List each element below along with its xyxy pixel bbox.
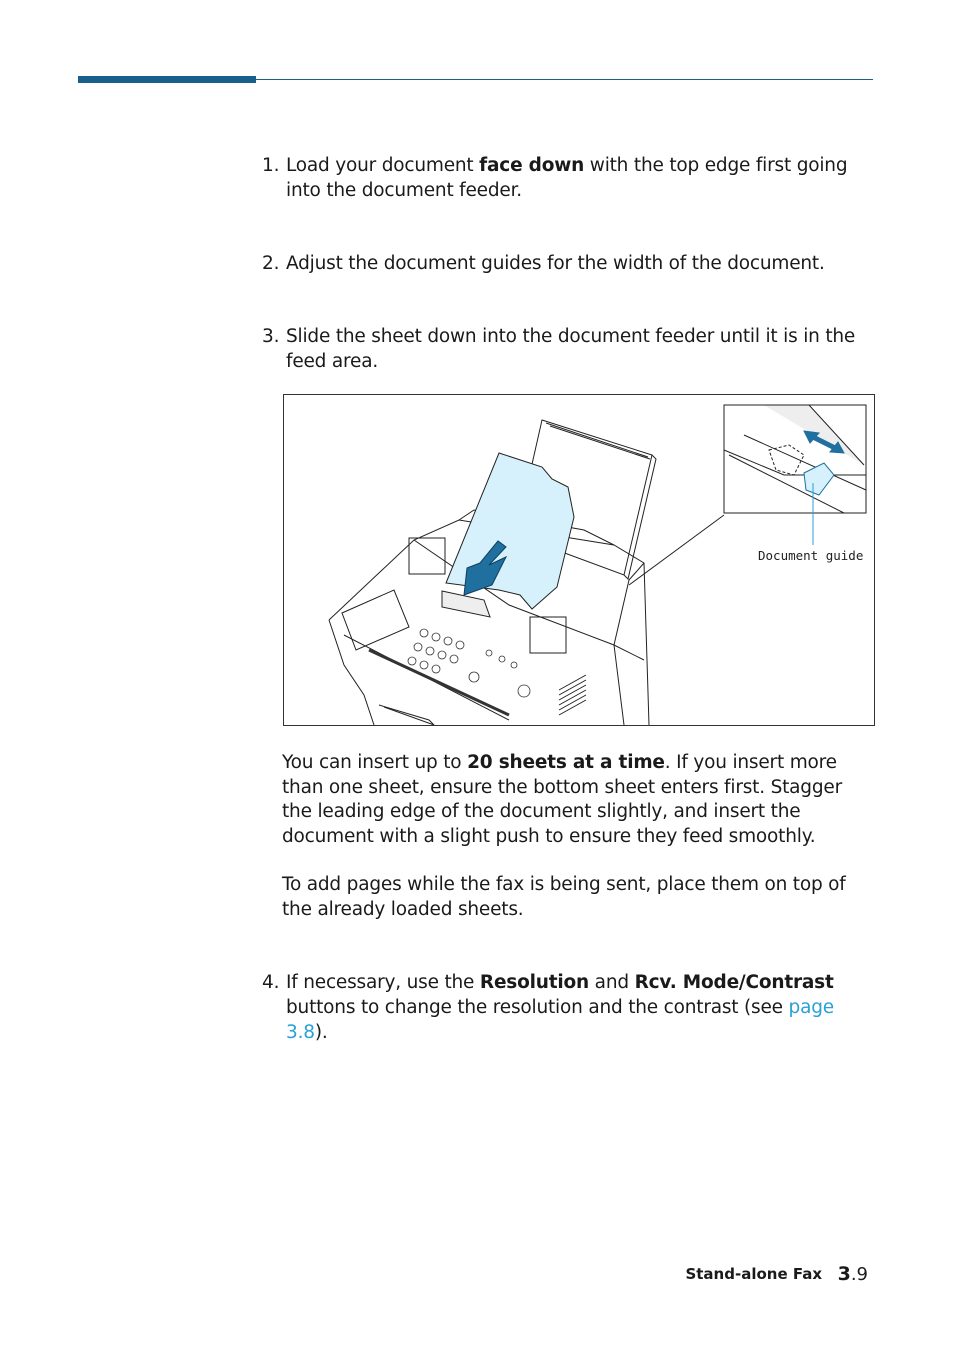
step-3: 3. Slide the sheet down into the document feeder until it is in the feed area. xyxy=(262,326,856,372)
document-guide-callout: Document guide xyxy=(758,548,864,563)
header-rule-thick xyxy=(78,76,256,83)
emphasis: 20 sheets at a time xyxy=(467,752,665,773)
step-number: 2. xyxy=(262,253,280,274)
header-rule-thin xyxy=(256,79,873,80)
button-name-rcv-mode-contrast: Rcv. Mode/Contrast xyxy=(634,972,834,993)
step-1: 1. Load your document face down with the top edge first going into the document feeder. xyxy=(262,155,848,201)
button-name-resolution: Resolution xyxy=(479,972,589,993)
page-reference-link[interactable]: page 3.8 xyxy=(286,997,834,1043)
step-4: 4. If necessary, use the Resolution and Rcv. Mode/Contrast buttons to change the resolution and the contrast (see page 3.8). xyxy=(262,972,834,1043)
section-title: Stand-alone Fax xyxy=(685,1265,822,1283)
page-footer xyxy=(640,1263,880,1287)
step-number: 3. xyxy=(262,326,280,347)
fax-document-loading-figure xyxy=(283,394,875,726)
page-number: 3.9 xyxy=(837,1263,868,1285)
note-paragraph-2: To add pages while the fax is being sent, place them on top of the already loaded sheets. xyxy=(282,874,846,920)
emphasis: face down xyxy=(479,155,585,176)
step-2: 2. Adjust the document guides for the width of the document. xyxy=(262,253,825,274)
step-number: 4. xyxy=(262,972,280,993)
note-paragraph-1: You can insert up to 20 sheets at a time. If you insert more than one sheet, ensure the bottom sheet enters first. Stagger the leading edge of the document slightly, and insert the document with a slight push to ensure they feed smoothly. xyxy=(282,752,842,847)
step-number: 1. xyxy=(262,155,280,176)
